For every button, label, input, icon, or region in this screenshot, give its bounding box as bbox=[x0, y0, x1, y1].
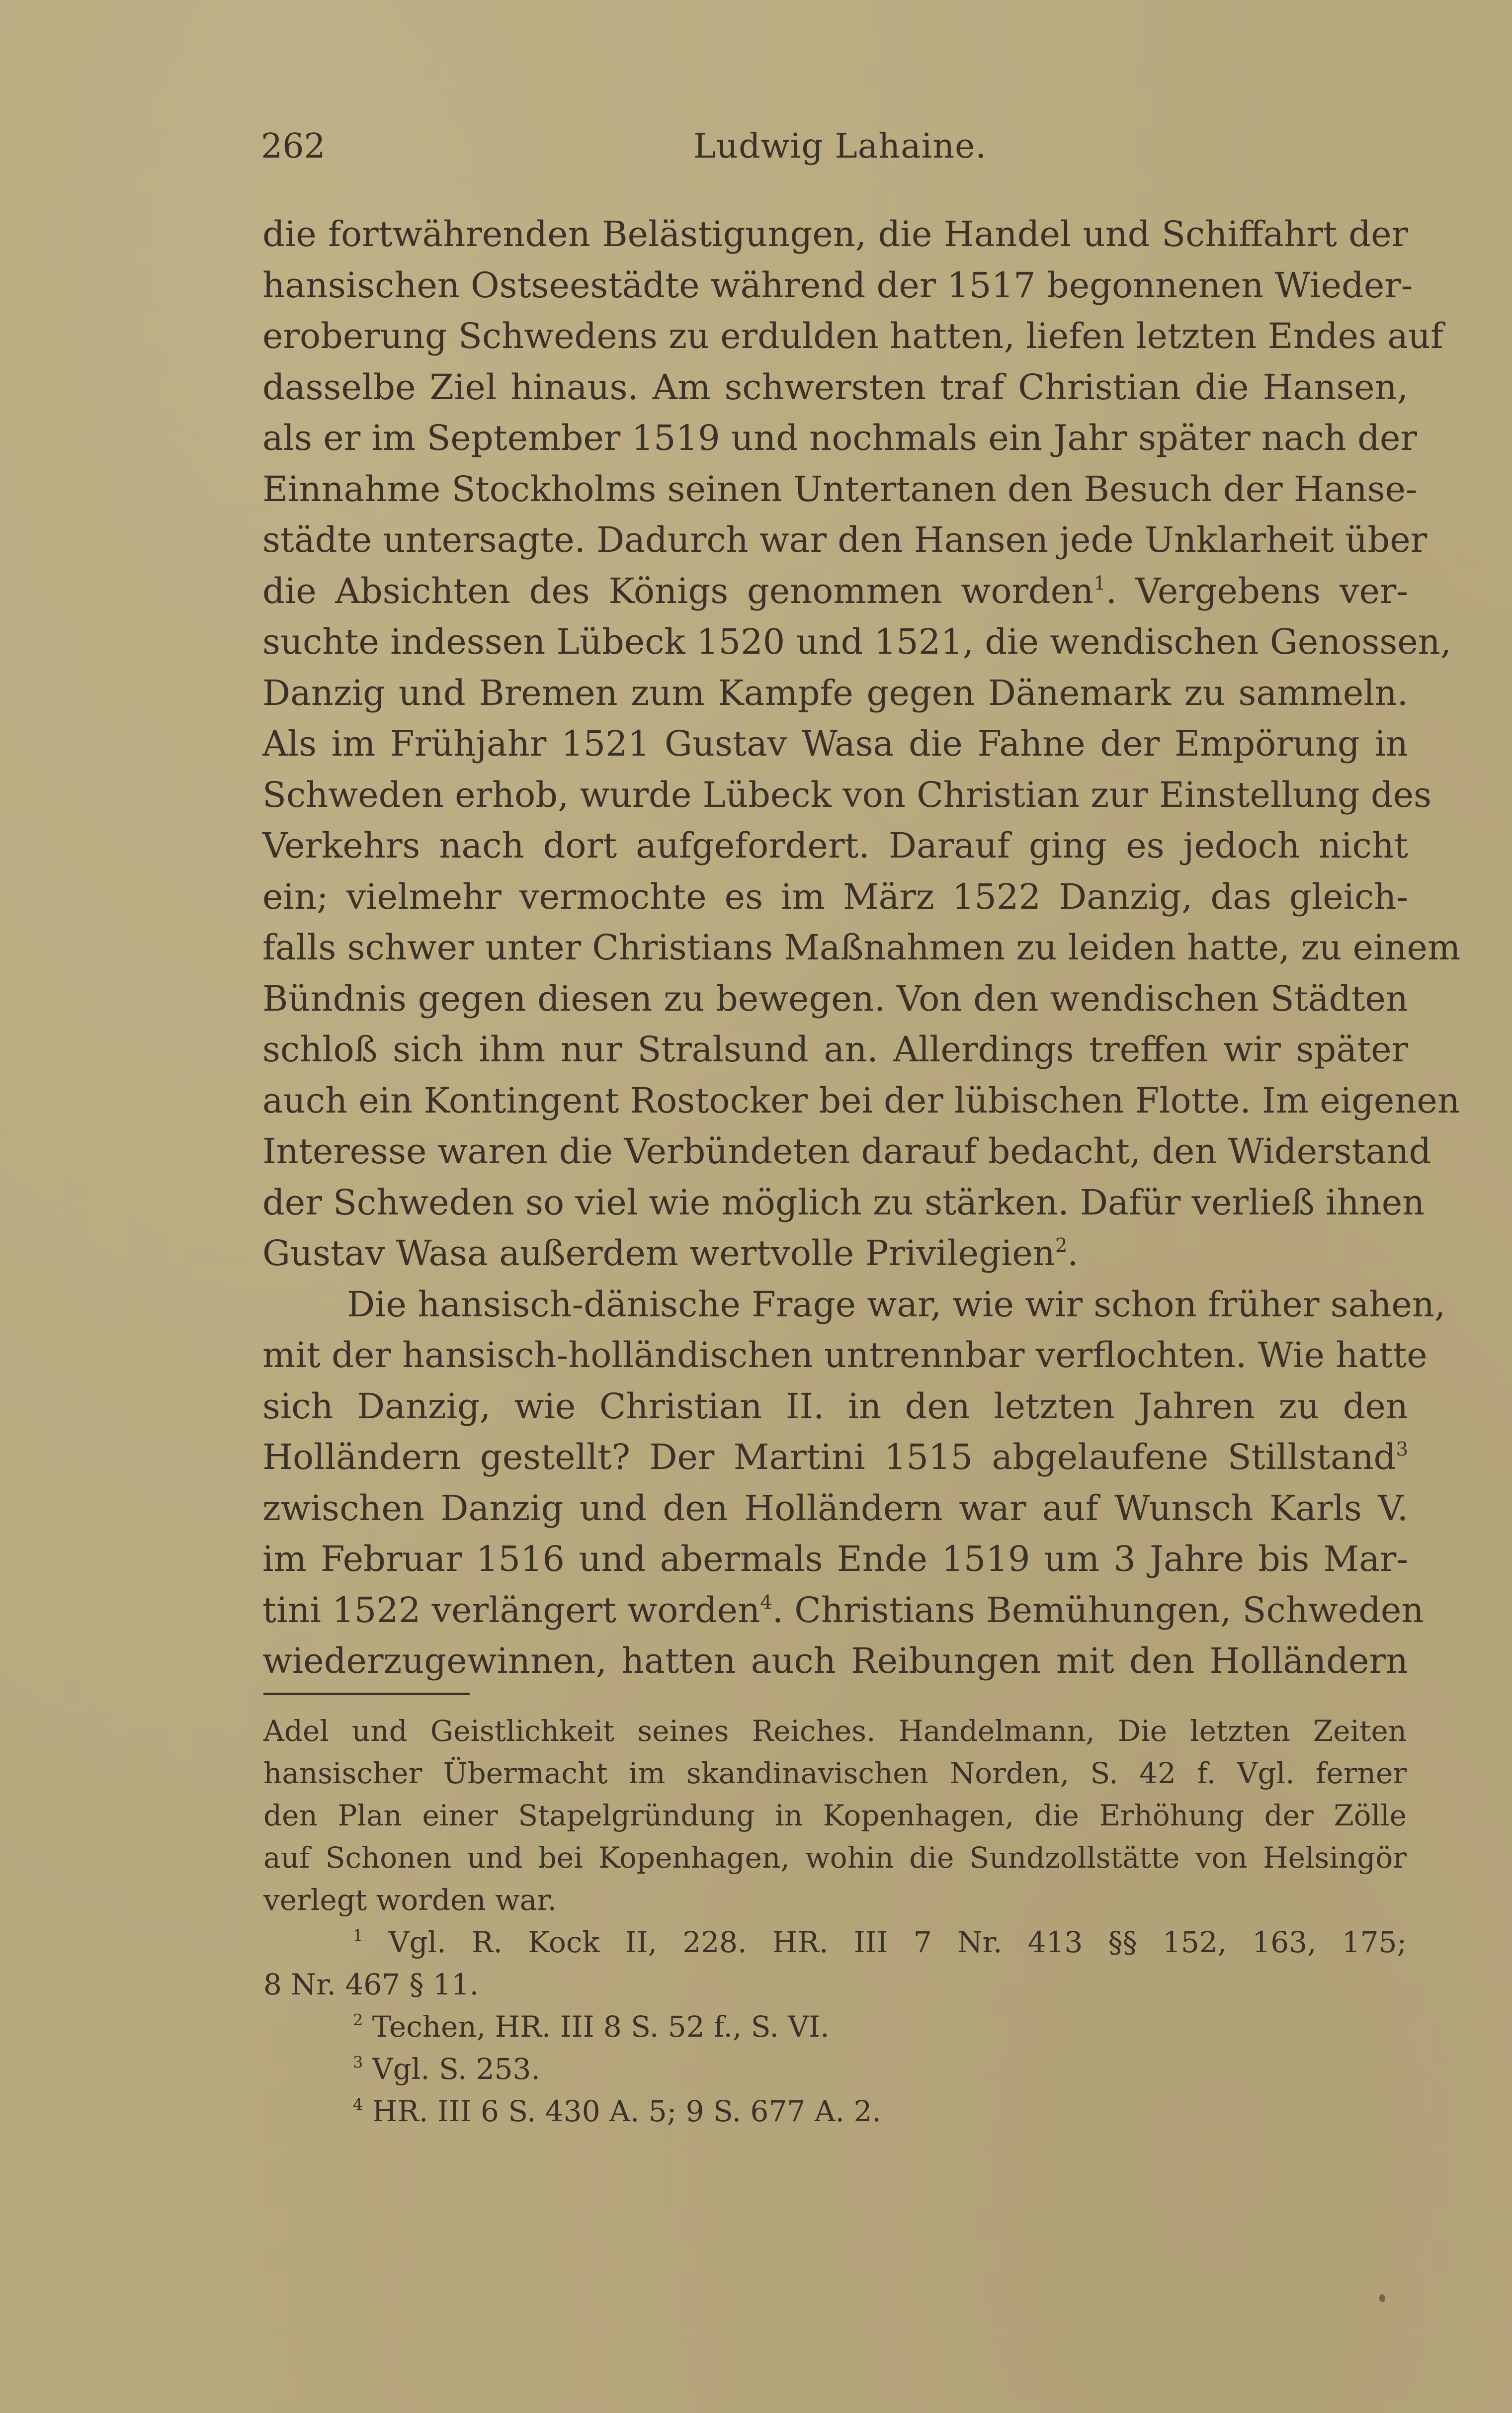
text-line bbox=[262, 1024, 1408, 1075]
line-text-continued: . bbox=[1067, 1233, 1079, 1274]
line-text: als er im September 1519 und nochmals ein Jahr später nach der bbox=[262, 418, 1417, 458]
main-text bbox=[262, 209, 1461, 1687]
line-text: Holländern gestellt? Der Martini 1515 abgelaufene Stillstand bbox=[262, 1437, 1396, 1477]
text-line bbox=[262, 1279, 1446, 1330]
footnote-text: Vgl. S. 253. bbox=[363, 2052, 540, 2086]
text-line bbox=[262, 718, 1408, 770]
text-line bbox=[262, 973, 1408, 1025]
footnote-text: verlegt worden war. bbox=[263, 1883, 557, 1917]
page-header bbox=[261, 119, 1407, 174]
footnote-number: 1 bbox=[353, 1926, 363, 1945]
line-text: Verkehrs nach dort aufgefordert. Darauf ging es jedoch nicht bbox=[262, 825, 1408, 866]
footnotes bbox=[263, 1710, 1407, 2133]
text-line bbox=[262, 770, 1432, 821]
running-head: Ludwig Lahaine. bbox=[693, 127, 987, 166]
line-text: hansischen Ostseestädte während der 1517 begonnenen Wieder- bbox=[262, 264, 1413, 306]
text-line bbox=[262, 464, 1418, 515]
text-line bbox=[262, 616, 1451, 668]
line-text: eroberung Schwedens zu erdulden hatten, liefen letzten Endes auf bbox=[262, 316, 1443, 356]
text-line bbox=[262, 922, 1461, 973]
footnote-text: Adel und Geistlichkeit seines Reiches. Handelmann, Die letzten Zeiten bbox=[263, 1714, 1407, 1748]
line-text: städte untersagte. Dadurch war den Hansen jede Unklarheit über bbox=[262, 519, 1428, 560]
footnote-text: hansischer Übermacht im skandinavischen Norden, S. 42 f. Vgl. ferner bbox=[263, 1756, 1407, 1790]
line-text: die fortwährenden Belästigungen, die Handel und Schiffahrt der bbox=[262, 214, 1408, 255]
footnote-line bbox=[263, 1964, 1407, 2006]
text-line bbox=[262, 362, 1408, 413]
paper-speck bbox=[1379, 2294, 1385, 2302]
footnote-line bbox=[263, 2090, 1407, 2133]
footnote-number: 4 bbox=[353, 2095, 363, 2114]
line-text: sich Danzig, wie Christian II. in den letzten Jahren zu den bbox=[262, 1385, 1408, 1427]
text-line bbox=[262, 311, 1443, 362]
line-text: Interesse waren die Verbündeten darauf bedacht, den Widerstand bbox=[262, 1131, 1431, 1172]
text-line bbox=[262, 1483, 1408, 1534]
line-text: die Absichten des Königs genommen worden bbox=[262, 570, 1094, 611]
text-line bbox=[262, 1381, 1408, 1432]
footnote-text: Vgl. R. Kock II, 228. HR. III 7 Nr. 413 §§ 152, 163, 175; bbox=[363, 1925, 1407, 1959]
footnote-number: 2 bbox=[353, 2010, 363, 2030]
text-line bbox=[262, 515, 1428, 566]
footnote-text: 8 Nr. 467 § 11. bbox=[263, 1968, 479, 2001]
line-text: Danzig und Bremen zum Kampfe gegen Dänemark zu sammeln. bbox=[262, 672, 1408, 713]
footnote-line bbox=[263, 1795, 1407, 1837]
footnote-line bbox=[263, 1921, 1407, 1964]
text-line bbox=[262, 668, 1408, 719]
line-text: im Februar 1516 und abermals Ende 1519 um 3 Jahre bis Mar- bbox=[262, 1539, 1408, 1579]
line-text: Gustav Wasa außerdem wertvolle Privilegien bbox=[262, 1233, 1055, 1274]
line-text: Als im Frühjahr 1521 Gustav Wasa die Fahne der Empörung in bbox=[262, 723, 1408, 764]
footnote-line bbox=[263, 2048, 1407, 2090]
footnote-number: 3 bbox=[353, 2053, 363, 2072]
line-text: der Schweden so viel wie möglich zu stärken. Dafür verließ ihnen bbox=[262, 1182, 1425, 1223]
text-line bbox=[262, 260, 1413, 311]
footnote-line bbox=[263, 1710, 1407, 1752]
text-line bbox=[262, 1177, 1425, 1228]
footnote-line bbox=[263, 1752, 1407, 1795]
line-text: Einnahme Stockholms seinen Untertanen den Besuch der Hanse- bbox=[262, 468, 1418, 510]
footnote-text: den Plan einer Stapelgründung in Kopenhagen, die Erhöhung der Zölle bbox=[263, 1799, 1407, 1832]
line-text: suchte indessen Lübeck 1520 und 1521, die wendischen Genossen, bbox=[262, 621, 1451, 662]
footnote-marker: 1 bbox=[1093, 572, 1106, 595]
text-line bbox=[262, 1228, 1408, 1279]
text-line bbox=[262, 1534, 1408, 1585]
page-number: 262 bbox=[261, 127, 326, 166]
line-text: mit der hansisch-holländischen untrennbar verflochten. Wie hatte bbox=[262, 1335, 1428, 1376]
footnote-text: HR. III 6 S. 430 A. 5; 9 S. 677 A. 2. bbox=[363, 2094, 881, 2128]
line-text: tini 1522 verlängert worden bbox=[262, 1589, 760, 1631]
line-text: auch ein Kontingent Rostocker bei der lübischen Flotte. Im eigenen bbox=[262, 1080, 1460, 1121]
text-line bbox=[262, 566, 1408, 617]
line-text: ein; vielmehr vermochte es im März 1522 Danzig, das gleich- bbox=[262, 876, 1408, 917]
line-text-continued: . Vergebens ver- bbox=[1105, 570, 1408, 611]
footnote-separator bbox=[263, 1693, 470, 1695]
text-line bbox=[262, 1432, 1408, 1483]
text-line bbox=[262, 871, 1408, 923]
footnote-text: Techen, HR. III 8 S. 52 f., S. VI. bbox=[363, 2010, 830, 2044]
text-line bbox=[262, 1585, 1424, 1636]
text-line bbox=[262, 209, 1408, 260]
line-text: dasselbe Ziel hinaus. Am schwersten traf Christian die Hansen, bbox=[262, 366, 1408, 408]
text-line bbox=[262, 1636, 1408, 1687]
footnote-text: auf Schonen und bei Kopenhagen, wohin die Sundzollstätte von Helsingör bbox=[263, 1841, 1407, 1875]
footnote-line bbox=[263, 2006, 1407, 2048]
line-text: Die hansisch-dänische Frage war, wie wir schon früher sahen, bbox=[347, 1284, 1446, 1325]
text-line bbox=[262, 1126, 1431, 1177]
line-text: falls schwer unter Christians Maßnahmen zu leiden hatte, zu einem bbox=[262, 927, 1461, 968]
line-text: Schweden erhob, wurde Lübeck von Christian zur Einstellung des bbox=[262, 774, 1432, 815]
footnote-marker: 4 bbox=[760, 1591, 772, 1614]
footnote-line bbox=[263, 1837, 1407, 1879]
line-text: Bündnis gegen diesen zu bewegen. Von den wendischen Städten bbox=[262, 978, 1408, 1019]
line-text: schloß sich ihm nur Stralsund an. Allerdings treffen wir später bbox=[262, 1029, 1408, 1070]
line-text: wiederzugewinnen, hatten auch Reibungen mit den Holländern bbox=[262, 1640, 1408, 1681]
line-text: zwischen Danzig und den Holländern war auf Wunsch Karls V. bbox=[262, 1487, 1408, 1529]
footnote-marker: 3 bbox=[1396, 1438, 1408, 1461]
footnote-marker: 2 bbox=[1055, 1234, 1068, 1257]
text-line bbox=[262, 413, 1417, 464]
text-line bbox=[262, 1330, 1428, 1381]
text-line bbox=[262, 820, 1408, 871]
text-line bbox=[262, 1075, 1460, 1126]
line-text-continued: . Christians Bemühungen, Schweden bbox=[772, 1589, 1424, 1631]
footnote-line bbox=[263, 1879, 1407, 1921]
